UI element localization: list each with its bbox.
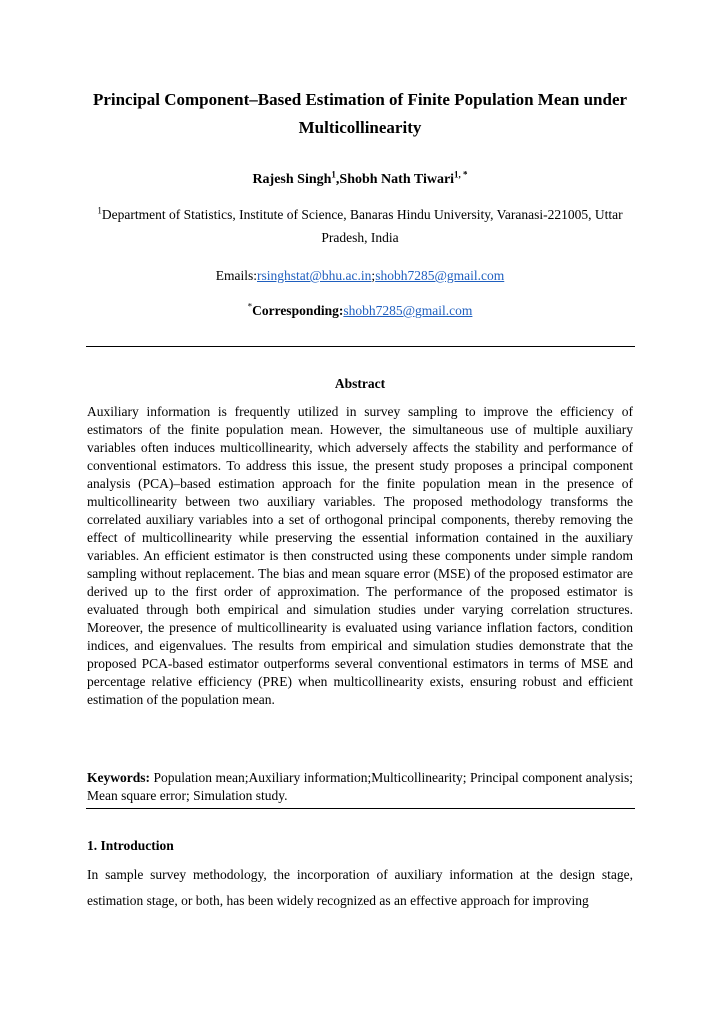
paper-title: Principal Component–Based Estimation of Finite Population Mean under Multicollinearity bbox=[92, 90, 628, 137]
author-name: Shobh Nath Tiwari bbox=[339, 172, 455, 187]
introduction-paragraph: In sample survey methodology, the incorporation of auxiliary information at the design stage, estimation stage, or both, has been widely recognized as an effective approach for improving bbox=[87, 867, 633, 908]
divider bbox=[86, 346, 635, 347]
abstract-body: Auxiliary information is frequently utilized in survey sampling to improve the efficiency of estimators of the finite population mean. However, the simultaneous use of multiple auxiliary variables often induces multicollinearity, which adversely affects the stability and performance of conventional estimators. To address this issue, the present study proposes a principal component analysis (PCA)–based estimation approach for the finite population mean in the presence of multicollinearity between two auxiliary variables. The proposed methodology transforms the correlated auxiliary variables into a set of orthogonal principal components, thereby removing the effect of multicollinearity while preserving the essential information contained in the auxiliary variables. An efficient estimator is then constructed using these components under simple random sampling without replacement. The bias and mean square error (MSE) of the proposed estimator are derived up to the first order of approximation. The performance of the proposed estimator is evaluated through both empirical and simulation studies under varying correlation structures. Moreover, the presence of multicollinearity is evaluated using variance inflation factors, condition indices, and eigenvalues. The results from empirical and simulation studies demonstrate that the proposed PCA-based estimator outperforms several conventional estimators in terms of MSE and percentage relative efficiency (PRE) when multicollinearity exists, ensuring robust and efficient estimation of the population mean. bbox=[87, 404, 633, 707]
corresponding-email-link[interactable]: shobh7285@gmail.com bbox=[343, 303, 473, 318]
corresponding-marker: * bbox=[247, 301, 253, 312]
author-separator: , bbox=[335, 172, 340, 187]
emails-label: Emails: bbox=[215, 268, 257, 283]
abstract-heading: Abstract bbox=[334, 376, 386, 391]
emails-line bbox=[0, 266, 720, 286]
keywords-text: Population mean;Auxiliary information;Multicollinearity; Principal component analysis; Mean square error; Simulation study. bbox=[87, 770, 633, 803]
author-name: Rajesh Singh bbox=[252, 172, 332, 187]
corresponding-line bbox=[0, 301, 720, 321]
divider bbox=[86, 808, 635, 809]
author-affiliation-marker: 1, * bbox=[454, 169, 468, 180]
author-affiliation-marker: 1 bbox=[331, 169, 336, 180]
author-line bbox=[0, 170, 720, 190]
email-separator: ; bbox=[371, 268, 376, 283]
affiliation bbox=[80, 203, 640, 249]
affiliation-marker: 1 bbox=[97, 205, 102, 216]
keywords-label: Keywords: bbox=[87, 770, 150, 785]
email-link[interactable]: shobh7285@gmail.com bbox=[375, 268, 505, 283]
keywords bbox=[87, 769, 633, 805]
corresponding-label: Corresponding: bbox=[252, 303, 344, 318]
section-heading: 1. Introduction bbox=[87, 838, 174, 853]
affiliation-text: Department of Statistics, Institute of Science, Banaras Hindu University, Varanasi-221005, Uttar Pradesh, India bbox=[101, 207, 623, 245]
email-link[interactable]: rsinghstat@bhu.ac.in bbox=[257, 268, 372, 283]
